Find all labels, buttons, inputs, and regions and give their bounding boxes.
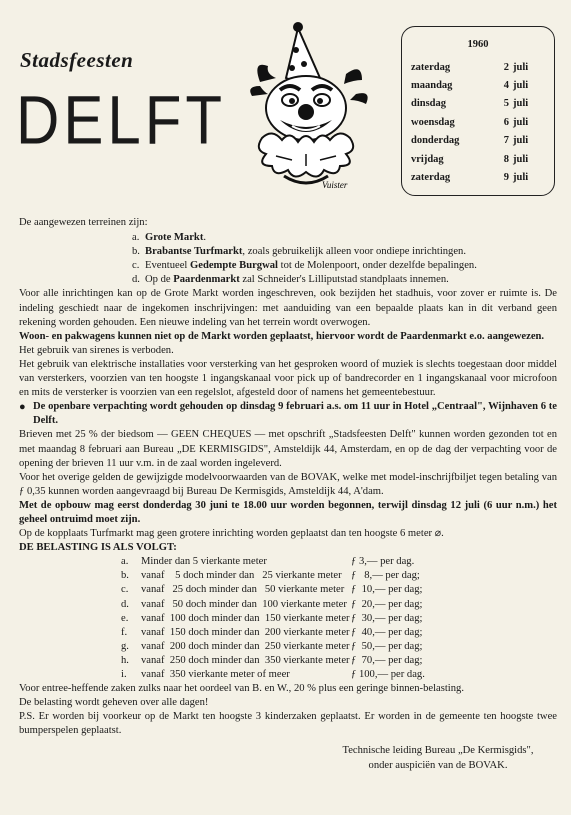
tax-row bbox=[121, 612, 557, 626]
terrain-name: Grote Markt bbox=[145, 232, 204, 244]
date-list bbox=[411, 58, 551, 187]
date-day: zaterdag bbox=[411, 61, 451, 73]
tax-row bbox=[121, 640, 557, 654]
date-row bbox=[411, 76, 551, 94]
tax-label: h. bbox=[121, 654, 129, 666]
tax-range: vanaf 200 doch minder dan 250 vierkante meter bbox=[141, 640, 350, 652]
terrain-label: c. bbox=[132, 260, 140, 272]
tax-row bbox=[121, 598, 557, 612]
terrain-item bbox=[19, 231, 557, 245]
date-month: juli bbox=[513, 98, 529, 110]
date-num: 5 bbox=[503, 98, 509, 110]
tax-label: g. bbox=[121, 640, 129, 652]
tax-amount: ƒ 100,— per dag. bbox=[351, 669, 425, 680]
date-row bbox=[411, 132, 551, 150]
paragraph-kopplaats: Op de kopplaats Turfmarkt mag geen grotere inrichting worden geplaatst dan ten hoogste 6 meter ⌀. bbox=[19, 528, 444, 540]
tax-range: vanaf 250 doch minder dan 350 vierkante meter bbox=[141, 654, 350, 666]
tax-row bbox=[121, 569, 557, 583]
tax-label: c. bbox=[121, 584, 129, 596]
date-day: donderdag bbox=[411, 135, 460, 147]
date-month: juli bbox=[513, 116, 529, 128]
tax-label: e. bbox=[121, 612, 129, 624]
verpachting-text: De openbare verpachting wordt gehouden op dinsdag 9 februari a.s. om 11 uur in Hotel „Centraal", Wijnhaven 6 te Delft. bbox=[33, 401, 557, 427]
tax-label: f. bbox=[121, 626, 128, 638]
tax-range: Minder dan 5 vierkante meter bbox=[141, 556, 267, 568]
sign-line-2: onder auspiciën van de BOVAK. bbox=[368, 759, 508, 771]
date-box bbox=[401, 26, 555, 196]
terrain-item bbox=[19, 273, 557, 287]
clown-illustration bbox=[246, 20, 376, 195]
tax-amount: ƒ 10,— per dag; bbox=[351, 584, 423, 596]
date-month: juli bbox=[513, 172, 529, 184]
paragraph-sirenes: Het gebruik van sirenes is verboden. bbox=[19, 344, 174, 356]
paragraph-verpachting bbox=[19, 400, 557, 428]
tax-row bbox=[121, 555, 557, 569]
sign-line-1: Technische leiding Bureau „De Kermisgids", bbox=[342, 745, 534, 757]
tax-row bbox=[121, 583, 557, 597]
tax-label: i. bbox=[121, 669, 127, 680]
terrain-label: d. bbox=[132, 274, 140, 286]
date-row bbox=[411, 150, 551, 168]
tax-amount: ƒ 30,— per dag; bbox=[351, 612, 423, 624]
date-month: juli bbox=[513, 61, 529, 73]
bullet-icon: ● bbox=[19, 401, 26, 414]
tax-range: vanaf 150 doch minder dan 200 vierkante meter bbox=[141, 626, 350, 638]
date-row bbox=[411, 95, 551, 113]
terrain-item bbox=[19, 245, 557, 259]
tax-amount: ƒ 3,— per dag. bbox=[351, 556, 415, 568]
date-day: woensdag bbox=[411, 116, 455, 128]
date-num: 2 bbox=[503, 61, 509, 73]
date-month: juli bbox=[513, 135, 529, 147]
body-text bbox=[19, 216, 557, 773]
date-month: juli bbox=[513, 153, 529, 165]
paragraph-wagens: Woon- en pakwagens kunnen niet op de Markt worden geplaatst, hiervoor wordt de Paardenmarkt e.o. aangewezen. bbox=[19, 330, 545, 342]
date-num: 9 bbox=[503, 172, 509, 184]
intro-line: De aangewezen terreinen zijn: bbox=[19, 217, 148, 228]
terrain-rest: zal Schneider's Lilliputstad standplaats innemen. bbox=[239, 274, 449, 286]
tax-range: vanaf 5 doch minder dan 25 vierkante meter bbox=[141, 570, 342, 582]
date-row bbox=[411, 168, 551, 186]
year: 1960 bbox=[467, 39, 489, 50]
terrain-rest: . bbox=[203, 232, 206, 244]
event-title: Stadsfeesten bbox=[20, 48, 134, 72]
terrain-rest: tot de Molenpoort, onder dezelfde bepalingen. bbox=[278, 260, 477, 272]
date-day: zaterdag bbox=[411, 172, 451, 184]
terrain-name: Paardenmarkt bbox=[173, 274, 240, 286]
artist-signature: Vuister bbox=[322, 180, 348, 190]
paragraph-installaties: Het gebruik van elektrische installaties voor versterking van het gesproken woord of muziek is slechts toegestaan door middel van versterkers, voorzien van ten hoogste 1 ingangskanaal voor pick up of bandrecorder en 1 ingangskanaal voor microfoon en mits de versterker is voorzien van een regelslot, afgesteld door of namens het gemeentebestuur. bbox=[19, 358, 557, 399]
paragraph-inschrijving: Voor alle inrichtingen kan op de Grote Markt worden ingeschreven, ook bezijden het stadhuis, voor zover er ruimte is. De indeling geschiedt naar de ingekomen inschrijvingen: met aanduiding van een bepaalde plaats kan in dit verband geen rekening worden gehouden. Een nieuwe indeling van het terrein wordt overwogen. bbox=[19, 288, 557, 328]
paragraph-brieven: Brieven met 25 % der biedsom — GEEN CHEQUES — met opschrift „Stadsfeesten Delft" kunnen worden gezonden tot en met maandag 8 februari aan Bureau „DE KERMISGIDS", Amsteldijk 44, Amsterdam, en op de dag der verpachting voor de opening der brieven 11 uur v.m. in de zaal worden ingeleverd. bbox=[19, 429, 557, 469]
terrain-label: b. bbox=[132, 246, 140, 258]
date-num: 7 bbox=[503, 135, 509, 147]
terrain-name: Brabantse Turfmarkt bbox=[145, 246, 243, 258]
date-num: 6 bbox=[503, 116, 509, 128]
terrain-rest: , zoals gebruikelijk alleen voor ondiepe inrichtingen. bbox=[242, 246, 466, 258]
tax-table bbox=[121, 555, 557, 682]
tax-row bbox=[121, 626, 557, 640]
paragraph-voorwaarden: Voor het overige gelden de gewijzigde modelvoorwaarden van de BOVAK, welke met model-inschrijfbiljet tegen betaling van ƒ 0,35 kunnen worden aangevraagd bij Bureau De Kermisgids, Amsteldijk 44, A'dam. bbox=[19, 471, 557, 497]
tax-heading: DE BELASTING IS ALS VOLGT: bbox=[19, 542, 177, 554]
paragraph-ps: P.S. Er worden bij voorkeur op de Markt ten hoogste 3 kinderzaken geplaatst. Er worden in de gemeente ten hoogste twee bumperspelen geplaatst. bbox=[19, 711, 557, 737]
date-num: 8 bbox=[503, 153, 509, 165]
tax-row bbox=[121, 668, 557, 682]
tax-range: vanaf 350 vierkante meter of meer bbox=[141, 669, 290, 680]
tax-amount: ƒ 20,— per dag; bbox=[351, 598, 423, 610]
tax-amount: ƒ 70,— per dag; bbox=[351, 654, 423, 666]
date-day: maandag bbox=[411, 80, 453, 92]
tax-label: b. bbox=[121, 570, 129, 582]
tax-amount: ƒ 40,— per dag; bbox=[351, 626, 423, 638]
terrain-item bbox=[19, 259, 557, 273]
terrain-pre: Op de bbox=[145, 274, 174, 286]
date-row bbox=[411, 58, 551, 76]
tax-range: vanaf 25 doch minder dan 50 vierkante meter bbox=[141, 584, 345, 596]
paragraph-entree: Voor entree-heffende zaken zulks naar het oordeel van B. en W., 20 % plus een geringe binnen-belasting. bbox=[19, 683, 464, 695]
date-row bbox=[411, 113, 551, 131]
paragraph-gegeven: De belasting wordt geheven over alle dagen! bbox=[19, 697, 209, 709]
terrain-pre: Eventueel bbox=[145, 260, 191, 272]
terrain-label: a. bbox=[132, 232, 140, 244]
city-title: DELFT bbox=[16, 81, 227, 159]
tax-label: d. bbox=[121, 598, 129, 610]
date-day: dinsdag bbox=[411, 98, 447, 110]
tax-range: vanaf 50 doch minder dan 100 vierkante meter bbox=[141, 598, 347, 610]
tax-range: vanaf 100 doch minder dan 150 vierkante meter bbox=[141, 612, 350, 624]
tax-amount: ƒ 8,— per dag; bbox=[351, 570, 420, 582]
tax-label: a. bbox=[121, 556, 129, 568]
terrain-name: Gedempte Burgwal bbox=[190, 260, 278, 272]
tax-row bbox=[121, 654, 557, 668]
date-month: juli bbox=[513, 80, 529, 92]
tax-amount: ƒ 50,— per dag; bbox=[351, 640, 423, 652]
date-day: vrijdag bbox=[411, 153, 444, 165]
date-num: 4 bbox=[503, 80, 509, 92]
paragraph-opbouw: Met de opbouw mag eerst donderdag 30 juni te 18.00 uur worden begonnen, terwijl dinsdag 12 juli (6 uur n.m.) het geheel ontruimd moet zijn. bbox=[19, 499, 557, 525]
signature-block bbox=[19, 744, 557, 772]
terrain-list bbox=[19, 231, 557, 287]
